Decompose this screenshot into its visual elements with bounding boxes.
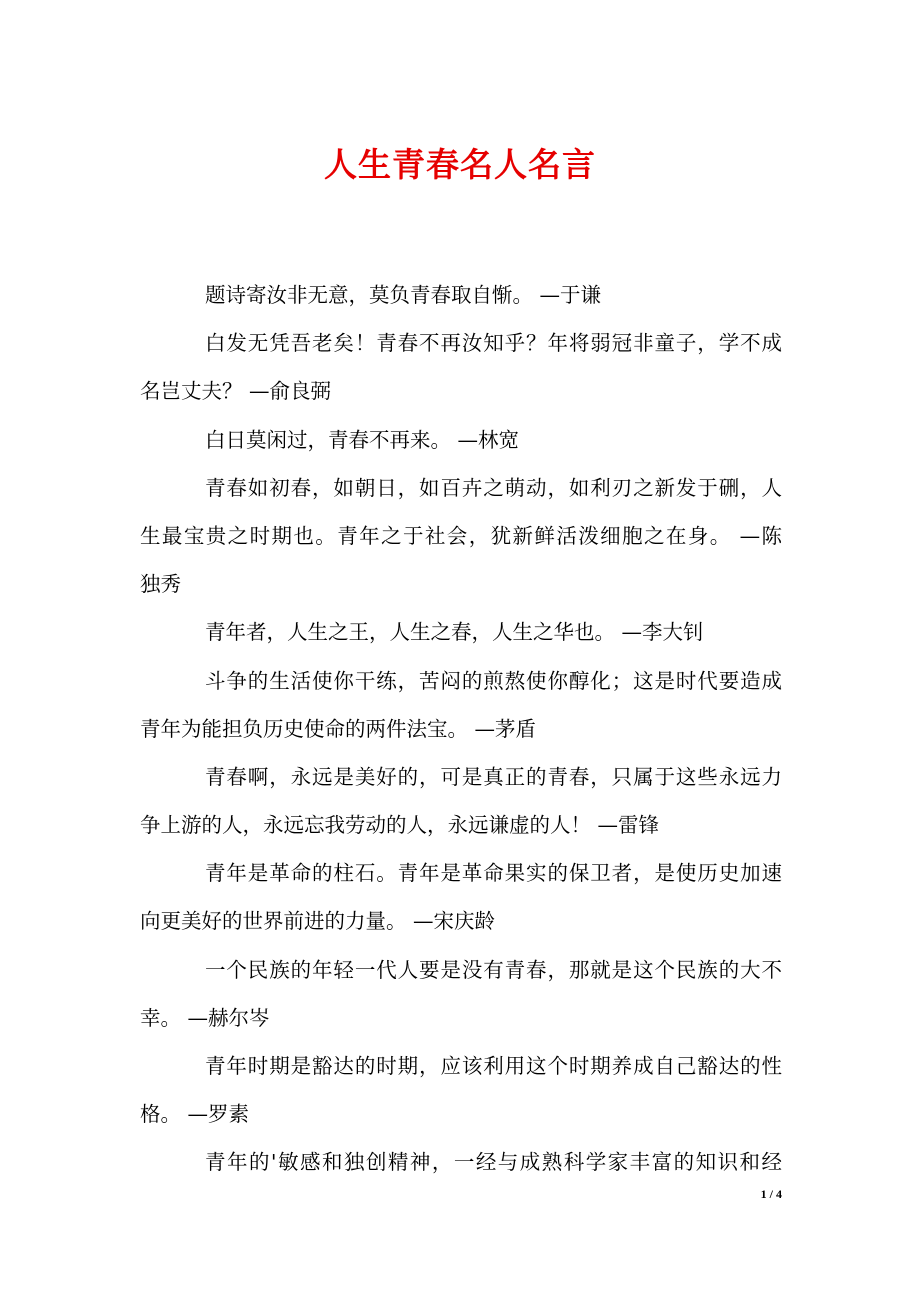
quote-paragraph [140, 1042, 782, 1138]
text-line: 题诗寄汝非无意，莫负青春取自惭。 —于谦 [205, 283, 602, 307]
document-title: 人生青春名人名言 [324, 145, 596, 184]
text-line: 青年为能担负历史使命的两件法宝。 —茅盾 [140, 716, 537, 741]
text-line: 白日莫闲过，青春不再来。 —林宽 [205, 427, 520, 452]
text-line: 名岂丈夫？ —俞良弼 [140, 379, 332, 404]
quote-paragraph [140, 753, 782, 849]
text-line: 白发无凭吾老矣！青春不再汝知乎？年将弱冠非童子，学不成 [205, 331, 782, 356]
quote-paragraph [140, 416, 782, 464]
text-line: 争上游的人，永远忘我劳动的人，永远谦虚的人！ —雷锋 [140, 813, 660, 838]
quote-paragraph [140, 1138, 782, 1186]
page-number: 1 / 4 [760, 1187, 782, 1201]
text-line: 幸。 —赫尔岑 [140, 1005, 270, 1030]
text-line: 青年时期是豁达的时期，应该利用这个时期养成自己豁达的性 [205, 1054, 782, 1078]
document-body [140, 271, 782, 1187]
quote-paragraph [140, 271, 782, 319]
text-line: 向更美好的世界前进的力量。 —宋庆龄 [140, 909, 496, 934]
text-line: 斗争的生活使你干练，苦闷的煎熬使你醇化；这是时代要造成 [205, 668, 782, 693]
quote-paragraph [140, 657, 782, 753]
text-line: 青年是革命的柱石。青年是革命果实的保卫者，是使历史加速 [205, 861, 782, 886]
text-line: 青年的'敏感和独创精神，一经与成熟科学家丰富的知识和经 [205, 1150, 782, 1175]
text-line: 青春啊，永远是美好的，可是真正的青春，只属于这些永远力 [205, 764, 782, 789]
quote-paragraph [140, 849, 782, 945]
text-line: 生最宝贵之时期也。青年之于社会，犹新鲜活泼细胞之在身。 —陈 [140, 523, 782, 548]
quote-paragraph [140, 946, 782, 1042]
text-line: 青春如初春，如朝日，如百卉之萌动，如利刃之新发于硎，人 [205, 475, 782, 500]
quote-paragraph [140, 319, 782, 415]
quote-paragraph [140, 608, 782, 656]
text-line: 一个民族的年轻一代人要是没有青春，那就是这个民族的大不 [205, 957, 782, 982]
text-line: 独秀 [140, 572, 181, 597]
text-line: 青年者，人生之王，人生之春，人生之华也。 —李大钊 [205, 620, 704, 645]
quote-paragraph [140, 464, 782, 609]
text-line: 格。 —罗素 [140, 1102, 250, 1127]
